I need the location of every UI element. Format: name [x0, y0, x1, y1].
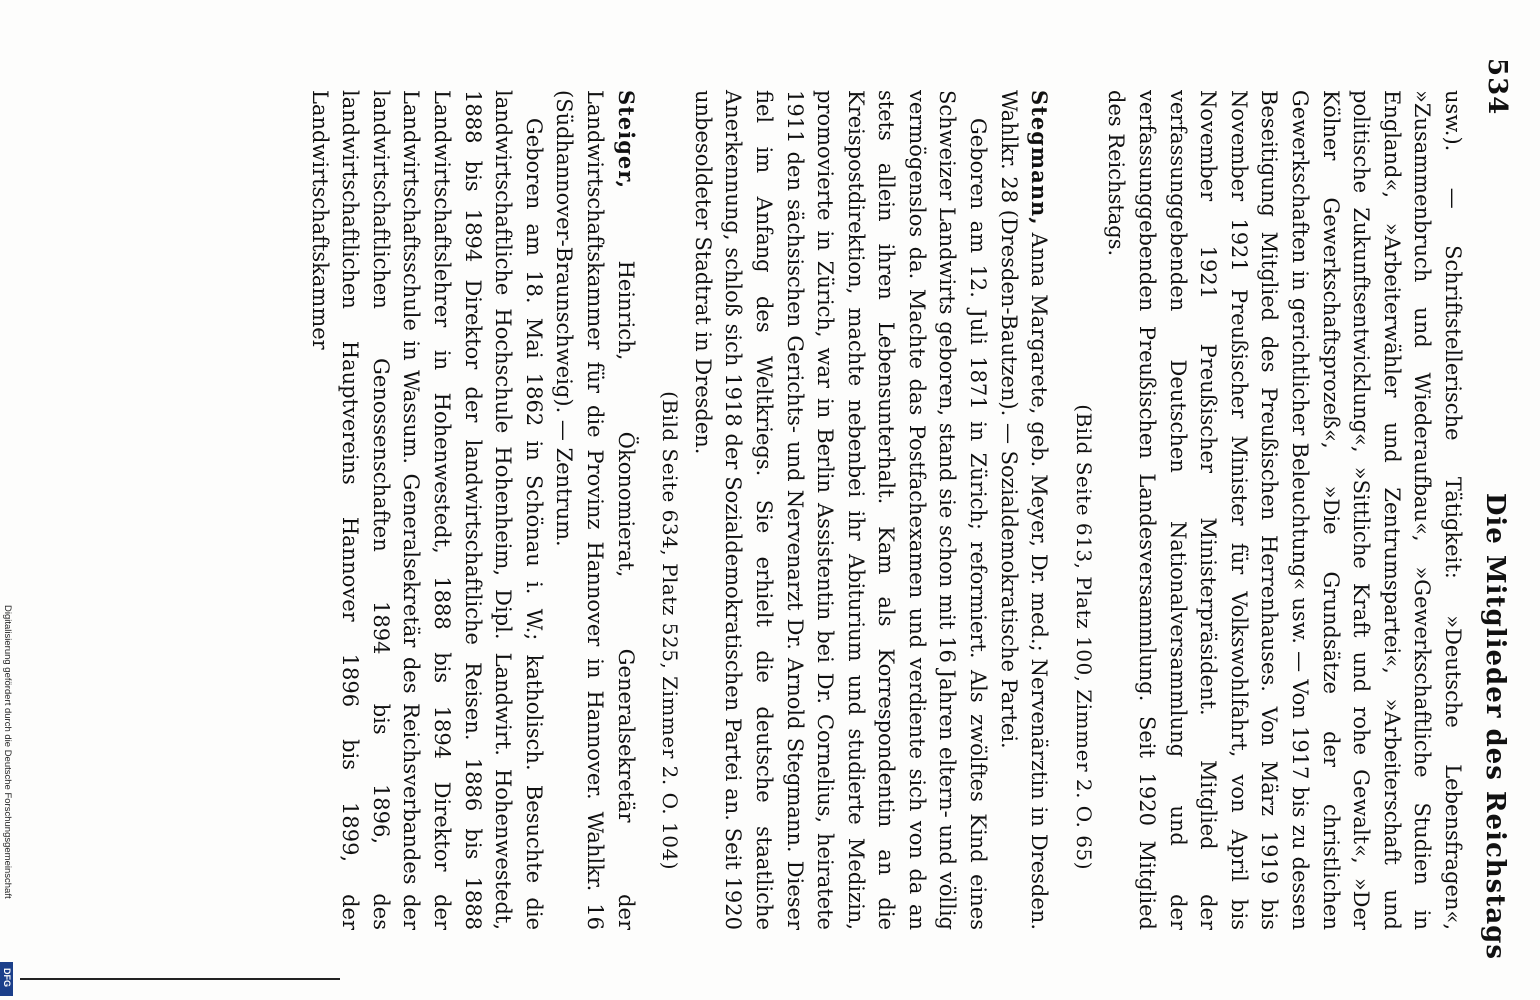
- running-head: Die Mitglieder des Reichstags: [1480, 492, 1510, 960]
- page-number: 534: [1482, 58, 1512, 116]
- entry-steiger-heading: [549, 90, 641, 930]
- text-column: [304, 90, 1468, 930]
- page-header: [1478, 50, 1512, 960]
- entry-stegmann-bio: Geboren am 12. Juli 1871 in Zürich; reformiert. Als zwölftes Kind eines Schweizer Landwirts geboren, stand sie schon mit 16 Jahren eltern- und völlig vermögenslos da. Machte das Postfachexamen und verdiente sich von da an stets allein ihren Lebensunterhalt. Kam als Korrespondentin an die Kreispostdirektion, machte nebenbei ihr Abiturium und studierte Medizin, promovierte in Zürich, war in Berlin Assistentin bei Dr. Cornelius, heiratete 1911 den sächsischen Gerichts- und Nervenarzt Dr. Arnold Stegmann. Dieser fiel im Anfang des Weltkriegs. Sie erhielt die deutsche staatliche Anerkennung, schloß sich 1918 der Sozialdemokratischen Partei an. Seit 1920 unbesoldeter Stadtrat in Dresden.: [690, 90, 991, 930]
- entry-steiger-bio: Geboren am 18. Mai 1862 in Schönau i. W.; katholisch. Besuchte die landwirtschaftliche Hochschule Hohenheim, Dipl. Landwirt. Hohenwestedt, 1888 bis 1894 Direktor der landwirtschaftliche Reisen. 1886 bis 1888 Landwirtschaftslehrer in Hohenwestedt, 1888 bis 1894 Direktor der Landwirtschaftsschule in Wassum. Generalsekretär des Reichsverbandes der landwirtschaftlichen Genossenschaften 1894 bis 1896, des landwirtschaftlichen Hauptvereins Hannover 1896 bis 1899, der Landwirtschaftskammer: [307, 90, 546, 930]
- entry-name: Stegmann,: [1027, 90, 1053, 226]
- digitization-credit: Digitalisierung gefördert durch die Deutsche Forschungsgemeinschaft: [2, 605, 13, 899]
- entry-intro: Heinrich, Ökonomierat, Generalsekretär der Landwirtschaftskammer für die Provinz Hannover in Hannover. Wahlkr. 16 (Südhannover-Braunschweig). — Zentrum.: [552, 90, 638, 930]
- picture-reference: (Bild Seite 634, Platz 525, Zimmer 2. O. 104): [658, 391, 683, 870]
- dfg-logo: DFG: [0, 962, 13, 996]
- entry-name: Steiger,: [613, 90, 639, 190]
- entry-intro: Anna Margarete, geb. Meyer, Dr. med.; Nervenärztin in Dresden. Wahlkr. 28 (Dresden-Bautzen). — Sozialdemokratische Partei.: [996, 90, 1052, 930]
- picture-reference: (Bild Seite 613, Platz 100, Zimmer 2. O. 65): [1071, 404, 1096, 870]
- paragraph-continuation: usw.). — Schriftstellerische Tätigkeit: »Deutsche Lebensfragen«, »Zusammenbruch und Wiederaufbau«, »Gewerkschaftliche Studien in England«, »Arbeiterwähler und Zentrumspartei«, »Arbeiterschaft und politische Zukunftsentwicklung«, »Sittliche Kraft und rohe Gewalt«, »Der Kölner Gewerkschaftsprozeß«, »Die Grundsätze der christlichen Gewerkschaften in gerichtlicher Beleuchtung« usw. — Von 1917 bis zu dessen Beseitigung Mitglied des Preußischen Herrenhauses. Von März 1919 bis November 1921 Preußischer Minister für Volkswohlfahrt, von April bis November 1921 Preußischer Ministerpräsident. Mitglied der verfassunggebenden Deutschen Nationalversammlung und der verfassunggebenden Preußischen Landesversammlung. Seit 1920 Mitglied des Reichstags.: [1104, 90, 1465, 930]
- entry-stegmann-heading: [993, 90, 1054, 930]
